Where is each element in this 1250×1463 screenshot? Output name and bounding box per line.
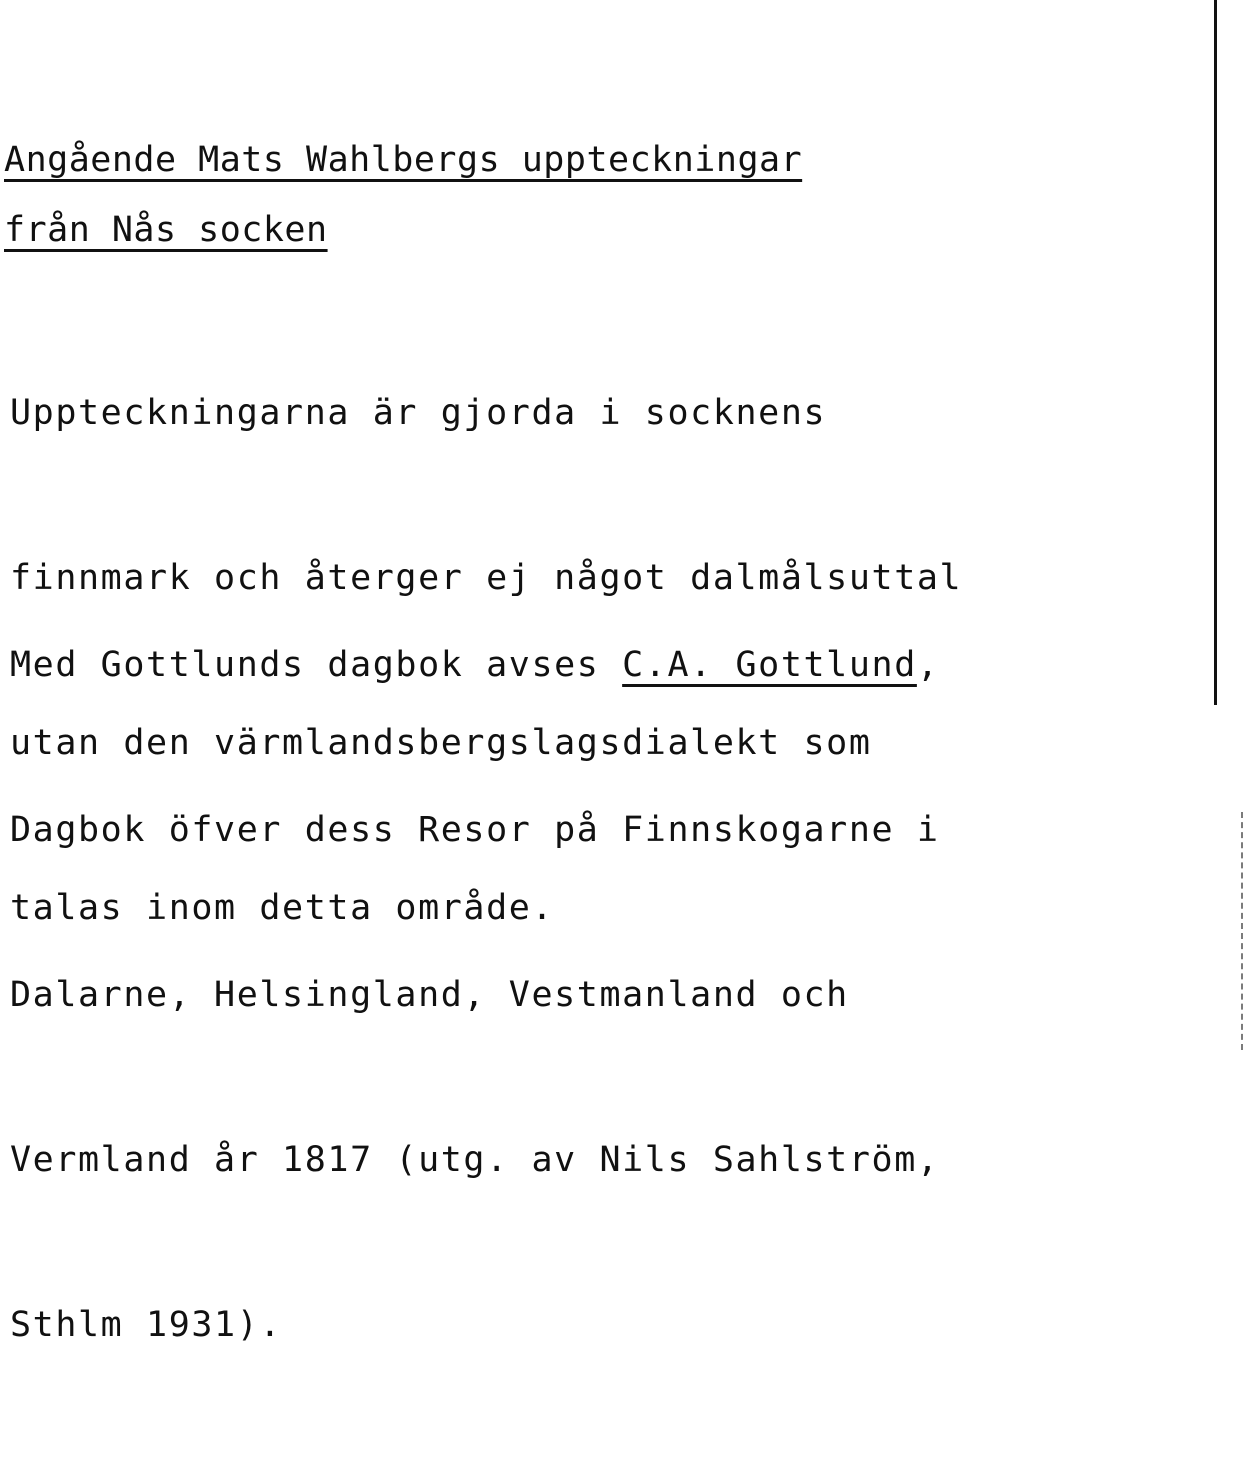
author-reference: C.A. Gottlund <box>622 645 917 685</box>
paragraph-line: finnmark och återger ej något dalmålsuttal <box>10 558 963 598</box>
card-edge-line <box>1214 0 1217 705</box>
paragraph-line <box>10 638 940 693</box>
paragraph-line: Vermland år 1817 (utg. av Nils Sahlström, <box>10 1140 940 1180</box>
card-edge-dotted-line <box>1241 812 1245 1050</box>
paragraph-line: Dagbok öfver dess Resor på Finnskogarne i <box>10 810 940 850</box>
paragraph-line: utan den värmlandsbergslagsdialekt som <box>10 723 872 763</box>
paragraph-gottlund <box>10 528 940 1463</box>
paragraph-text: , <box>916 645 940 685</box>
paragraph-text: Med Gottlunds dagbok avses <box>10 645 623 685</box>
heading-line-2: från Nås socken <box>4 210 328 250</box>
paragraph-line: Uppteckningarna är gjorda i socknens <box>10 393 827 433</box>
paragraph-line: talas inom detta område. <box>10 888 555 928</box>
paragraph-line: Sthlm 1931). <box>10 1305 283 1345</box>
paragraph-line: Dalarne, Helsingland, Vestmanland och <box>10 975 849 1015</box>
heading-line-1: Angående Mats Wahlbergs uppteckningar <box>4 140 803 180</box>
